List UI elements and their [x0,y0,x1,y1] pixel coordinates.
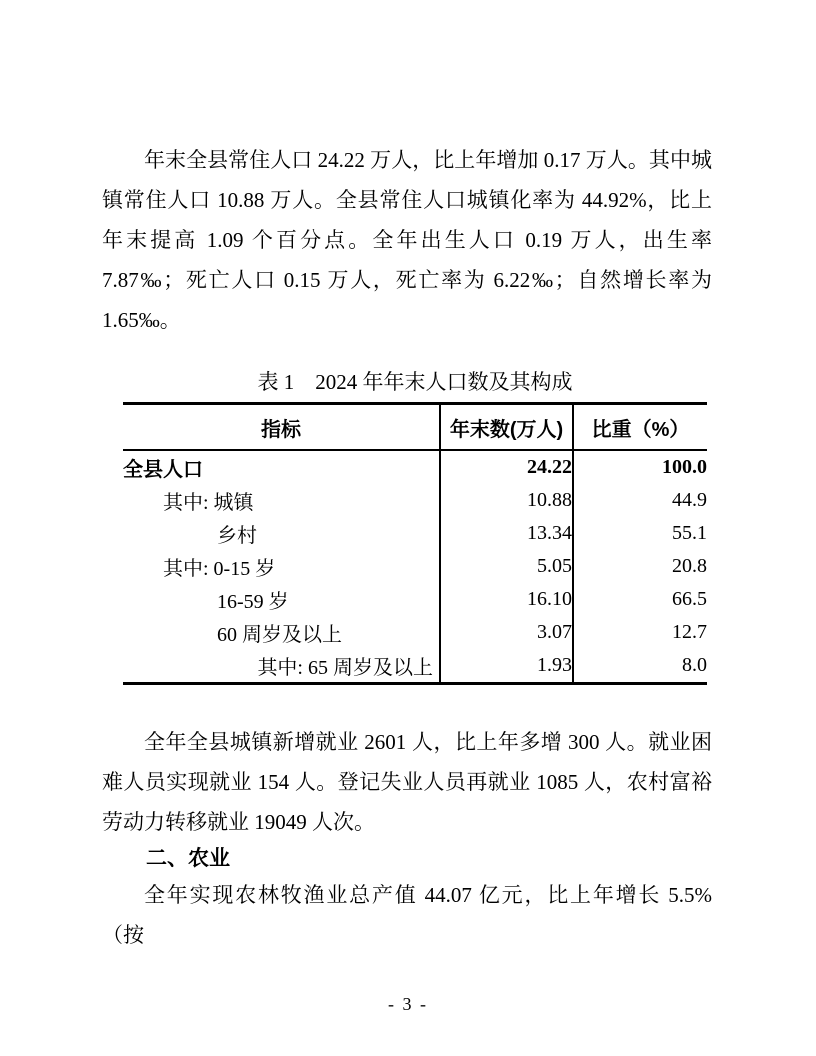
paragraph-employment: 全年全县城镇新增就业 2601 人，比上年多增 300 人。就业困难人员实现就业 154 人。登记失业人员再就业 1085 人，农村富裕劳动力转移就业 19049 人次。 [102,730,712,834]
value-cell: 5.05 [440,550,573,583]
section-heading-agriculture: 二、农业 [146,847,230,870]
indicator-cell: 60 周岁及以上 [217,624,342,646]
value-cell: 3.07 [440,616,573,649]
table-header-row [123,404,707,451]
table-row [123,583,707,616]
table-row [123,450,707,484]
header-yearend-count: 年末数(万人) [440,404,573,451]
share-cell: 55.1 [573,517,707,550]
table-header [123,404,707,451]
table-body [123,450,707,684]
share-cell: 66.5 [573,583,707,616]
indicator-cell: 乡村 [217,525,257,547]
table-row [123,517,707,550]
share-cell: 8.0 [573,649,707,684]
indicator-cell: 其中: 城镇 [163,492,254,514]
share-cell: 44.9 [573,484,707,517]
table-row [123,484,707,517]
indicator-cell: 全县人口 [123,459,203,481]
table-title: 表 1 2024 年年末人口数及其构成 [257,370,573,394]
indicator-cell: 其中: 65 周岁及以上 [257,657,433,679]
value-cell: 10.88 [440,484,573,517]
table-row [123,616,707,649]
paragraph-population: 年末全县常住人口 24.22 万人，比上年增加 0.17 万人。其中城镇常住人口 10.88 万人。全县常住人口城镇化率为 44.92%，比上年末提高 1.09 个百分点。全年出生人口 0.19 万人，出生率 7.87‰；死亡人口 0.15 万人，死亡率为 6.22‰；自然增长率为 1.65‰。 [102,148,712,332]
page-content [102,0,712,955]
header-indicator: 指标 [123,404,440,451]
value-cell: 1.93 [440,649,573,684]
header-share: 比重（%） [573,404,707,451]
indicator-cell: 其中: 0-15 岁 [163,558,276,580]
value-cell: 16.10 [440,583,573,616]
value-cell: 13.34 [440,517,573,550]
paragraph-agriculture: 全年实现农林牧渔业总产值 44.07 亿元，比上年增长 5.5%（按 [102,883,712,947]
page-number: - 3 - [388,994,428,1014]
value-cell: 24.22 [440,450,573,484]
population-table [123,402,707,685]
table-row [123,649,707,684]
table-row [123,550,707,583]
share-cell: 20.8 [573,550,707,583]
indicator-cell: 16-59 岁 [217,591,289,613]
share-cell: 100.0 [573,450,707,484]
share-cell: 12.7 [573,616,707,649]
